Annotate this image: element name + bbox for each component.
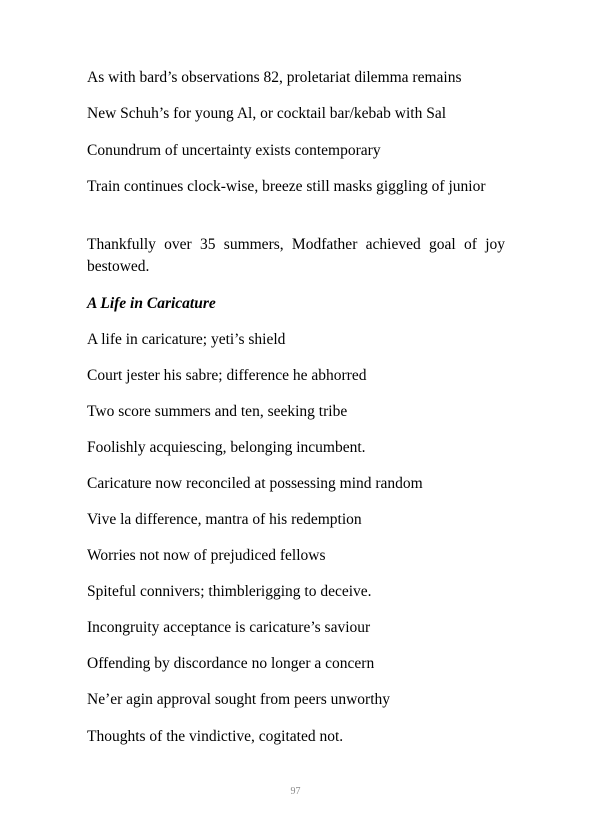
poem-line: Spiteful connivers; thimblerigging to deceive. <box>87 583 372 600</box>
poem-line: Offending by discordance no longer a concern <box>87 655 375 672</box>
poem-line: Caricature now reconciled at possessing mind random <box>87 475 423 492</box>
verse-line: Train continues clock-wise, breeze still masks giggling of junior <box>87 178 486 195</box>
poem-title: A Life in Caricature <box>87 295 216 312</box>
poem-line: Vive la difference, mantra of his redemption <box>87 511 362 528</box>
poem-line: Thoughts of the vindictive, cogitated not. <box>87 728 344 745</box>
poem-line: Worries not now of prejudiced fellows <box>87 547 326 564</box>
verse-line: Conundrum of uncertainty exists contemporary <box>87 142 381 159</box>
poem-line: A life in caricature; yeti’s shield <box>87 331 286 348</box>
poem-line: Incongruity acceptance is caricature’s saviour <box>87 619 371 636</box>
page-number: 97 <box>290 786 301 797</box>
poem-line: Foolishly acquiescing, belonging incumbent. <box>87 439 366 456</box>
verse-line: Thankfully over 35 summers, Modfather achieved goal of joy bestowed. <box>87 236 505 275</box>
poem-line: Court jester his sabre; difference he abhorred <box>87 367 367 384</box>
poem-line: Two score summers and ten, seeking tribe <box>87 403 348 420</box>
verse-line: As with bard’s observations 82, proletariat dilemma remains <box>87 69 462 86</box>
verse-line: New Schuh’s for young Al, or cocktail bar/kebab with Sal <box>87 105 447 122</box>
poem-line: Ne’er agin approval sought from peers unworthy <box>87 691 391 708</box>
